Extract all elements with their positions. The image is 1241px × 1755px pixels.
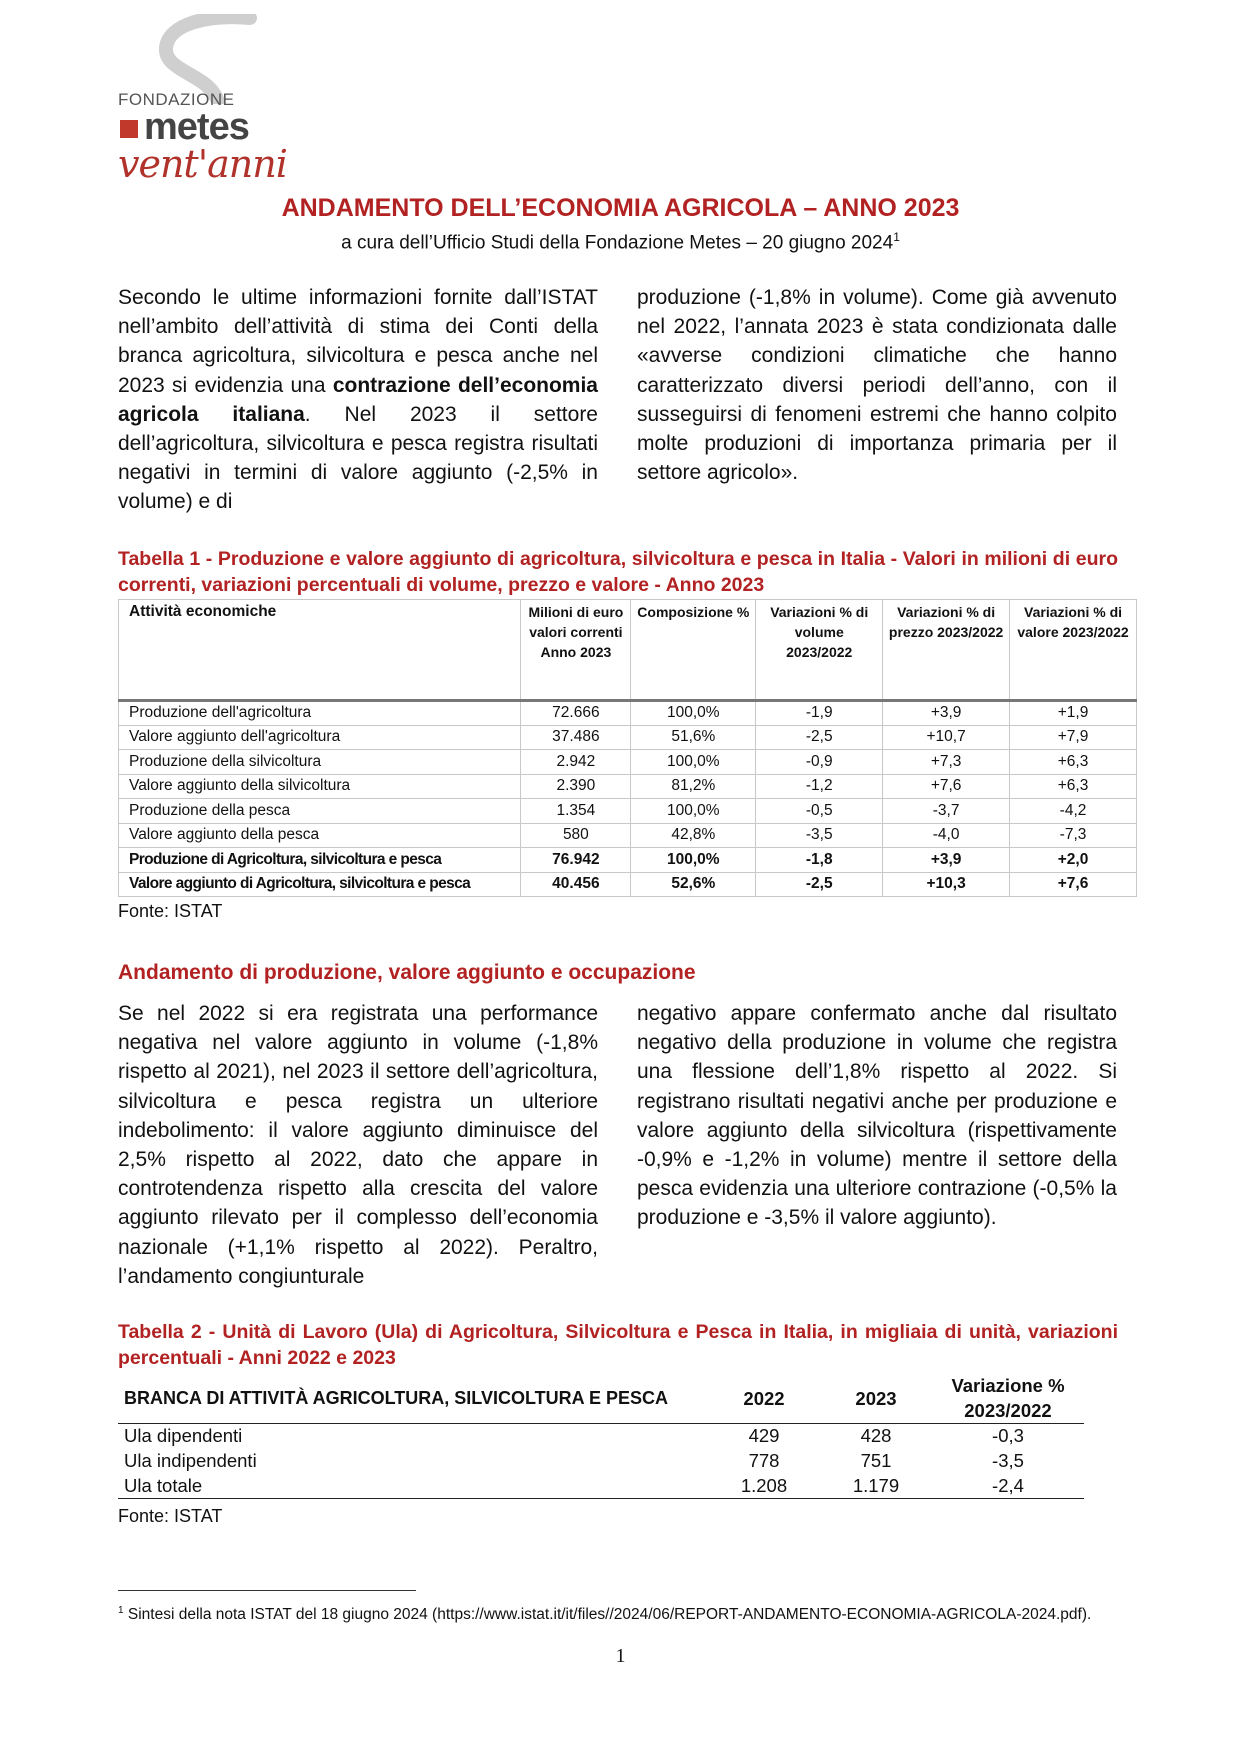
table-cell: -2,5	[756, 872, 883, 897]
table-cell: Produzione dell'agricoltura	[119, 701, 521, 726]
table2-header: 2023	[820, 1373, 932, 1424]
table1-header: Variazioni % di valore 2023/2022	[1010, 600, 1137, 701]
table-cell: -3,5	[992, 1450, 1024, 1471]
table-cell: +3,9	[883, 701, 1010, 726]
table-cell: Valore aggiunto dell'agricoltura	[119, 725, 521, 750]
fondazione-metes-logo	[118, 14, 288, 189]
table-cell: 100,0%	[631, 750, 756, 775]
table2-header: Variazione % 2023/2022	[932, 1373, 1084, 1424]
table-cell: 72.666	[521, 701, 631, 726]
table-cell: Ula totale	[118, 1474, 708, 1499]
intro-left-text: Secondo le ultime informazioni fornite dall’ISTAT nell’ambito dell’attività di stima dei Conti della branca agricoltura, silvicoltura e pesca anche nel 2023 si evidenzia una	[118, 286, 598, 397]
intro-left-column	[118, 283, 598, 517]
table1-source: Fonte: ISTAT	[118, 901, 223, 921]
table-row	[119, 823, 1137, 848]
footnote-ref: 1	[893, 230, 900, 244]
intro-left-after: . Nel 2023 il settore dell’agricoltura, silvicoltura e pesca registra risultati negativi in termini di valore aggiunto (-2,5% in volume) e di	[118, 402, 598, 514]
table-row	[118, 1474, 1084, 1499]
table-cell: -4,2	[1010, 799, 1137, 824]
table-cell: +3,9	[883, 848, 1010, 873]
table2-caption: Tabella 2 - Unità di Lavoro (Ula) di Agricoltura, Silvicoltura e Pesca in Italia, in migliaia di unità, variazioni percentuali - Anni 2022 e 2023	[118, 1321, 1118, 1369]
logo-brand: metes	[144, 106, 249, 148]
table-cell: -3,7	[883, 799, 1010, 824]
table-row	[119, 725, 1137, 750]
table-cell: +7,6	[1010, 872, 1137, 897]
table-cell: +10,7	[883, 725, 1010, 750]
table-cell: 52,6%	[631, 872, 756, 897]
table1-header: Variazioni % di volume 2023/2022	[756, 600, 883, 701]
subtitle-text: a cura dell’Ufficio Studi della Fondazione Metes – 20 giugno 2024	[341, 232, 894, 254]
table-cell: +2,0	[1010, 848, 1137, 873]
logo-script-text: vent'anni	[118, 142, 287, 186]
table-cell: 37.486	[521, 725, 631, 750]
table-cell: +7,3	[883, 750, 1010, 775]
table-cell: Valore aggiunto di Agricoltura, silvicoltura e pesca	[119, 872, 521, 897]
footnote-divider	[118, 1590, 416, 1591]
section-heading: Andamento di produzione, valore aggiunto e occupazione	[118, 961, 696, 984]
table-cell: -7,3	[1010, 823, 1137, 848]
table-row	[118, 1449, 1084, 1474]
table-cell: 751	[860, 1450, 892, 1471]
table-cell: -2,5	[756, 725, 883, 750]
table-row	[119, 774, 1137, 799]
table-row	[119, 872, 1137, 897]
table-cell: -3,5	[756, 823, 883, 848]
table1-caption: Tabella 1 - Produzione e valore aggiunto di agricoltura, silvicoltura e pesca in Italia - Valori in milioni di euro correnti, variazioni percentuali di volume, prezzo e valore - Anno 2023	[118, 548, 1118, 596]
page-number: 1	[615, 1645, 626, 1667]
table-cell: 1.354	[521, 799, 631, 824]
table-cell: +6,3	[1010, 750, 1137, 775]
table-cell: -1,9	[756, 701, 883, 726]
table-cell: Produzione della silvicoltura	[119, 750, 521, 775]
intro-left-bold: contrazione dell’economia agricola italiana	[118, 373, 598, 426]
table-cell: -1,8	[756, 848, 883, 873]
table1	[118, 599, 1137, 897]
table-cell: Valore aggiunto della pesca	[119, 823, 521, 848]
table-cell: -0,5	[756, 799, 883, 824]
table-cell: Valore aggiunto della silvicoltura	[119, 774, 521, 799]
table-cell: -4,0	[883, 823, 1010, 848]
table-cell: -2,4	[932, 1474, 1084, 1499]
table-cell: 429	[748, 1425, 780, 1447]
table1-header-row	[119, 600, 1137, 701]
table1-header: Composizione %	[631, 600, 756, 701]
table-cell: 100,0%	[631, 701, 756, 726]
table-cell: Produzione della pesca	[119, 799, 521, 824]
table-cell: Ula dipendenti	[124, 1425, 243, 1447]
table-cell: 580	[521, 823, 631, 848]
table-row	[119, 848, 1137, 873]
page-title: ANDAMENTO DELL’ECONOMIA AGRICOLA – ANNO 2023	[281, 194, 960, 222]
table-cell: +7,6	[883, 774, 1010, 799]
table-cell: 1.208	[708, 1474, 820, 1499]
table-cell: Ula indipendenti	[124, 1450, 257, 1471]
table2-source: Fonte: ISTAT	[118, 1506, 223, 1526]
logo-square-icon	[120, 120, 138, 138]
table-cell: 2.942	[521, 750, 631, 775]
table-cell: +7,9	[1010, 725, 1137, 750]
table-cell: -1,2	[756, 774, 883, 799]
intro-right-column: produzione (-1,8% in volume). Come già avvenuto nel 2022, l’annata 2023 è stata condizionata dalle «avverse condizioni climatiche che hanno caratterizzato diversi periodi dell’anno, con il susseguirsi di fenomeni estremi che hanno colpito molte produzioni di importanza primaria per il settore agricolo».	[637, 286, 1117, 485]
table2-header: 2022	[708, 1373, 820, 1424]
table-cell: 40.456	[521, 872, 631, 897]
table-cell: 2.390	[521, 774, 631, 799]
table1-header: Variazioni % di prezzo 2023/2022	[883, 600, 1010, 701]
table-cell: 778	[748, 1450, 780, 1471]
table-row	[119, 750, 1137, 775]
table-cell: +10,3	[883, 872, 1010, 897]
table-cell: 100,0%	[631, 848, 756, 873]
table-cell: 51,6%	[631, 725, 756, 750]
table-cell: Produzione di Agricoltura, silvicoltura e pesca	[119, 848, 521, 873]
table1-header: Milioni di euro valori correnti Anno 2023	[521, 600, 631, 701]
body-right-column: negativo appare confermato anche dal risultato negativo della produzione in volume che registra una flessione dell’1,8% rispetto al 2022. Si registrano risultati negativi anche per produzione e valore aggiunto della silvicoltura (rispettivamente -0,9% e -1,2% in volume) mentre il settore della pesca evidenzia una ulteriore contrazione (-0,5% la produzione e -3,5% il valore aggiunto).	[637, 1002, 1117, 1230]
table2-header: BRANCA DI ATTIVITÀ AGRICOLTURA, SILVICOLTURA E PESCA	[118, 1373, 708, 1424]
table-cell: +1,9	[1010, 701, 1137, 726]
table-cell: 76.942	[521, 848, 631, 873]
table-cell: 42,8%	[631, 823, 756, 848]
table-row	[119, 701, 1137, 726]
logo-top-text: FONDAZIONE	[118, 90, 235, 109]
footnote-number: 1	[118, 1605, 124, 1616]
table2	[118, 1373, 1084, 1499]
table-cell: +6,3	[1010, 774, 1137, 799]
table-cell: 1.179	[820, 1474, 932, 1499]
body-left-column: Se nel 2022 si era registrata una performance negativa nel valore aggiunto in volume (-1,8% rispetto al 2021), nel 2023 il settore dell’agricoltura, silvicoltura e pesca registra un ulteriore indebolimento: il valore aggiunto diminuisce del 2,5% rispetto al 2022, dato che appare in controtendenza rispetto alla crescita del valore aggiunto rilevato per il complesso dell’economia nazionale (+1,1% rispetto al 2022). Peraltro, l’andamento congiunturale	[118, 1002, 598, 1288]
table-cell: 428	[860, 1425, 892, 1447]
table-cell: -0,3	[992, 1425, 1024, 1447]
table1-header: Attività economiche	[119, 600, 521, 701]
page-subtitle	[0, 230, 1241, 254]
table-cell: 81,2%	[631, 774, 756, 799]
table-cell: -0,9	[756, 750, 883, 775]
table-row	[119, 799, 1137, 824]
table2-header-row	[118, 1373, 1084, 1424]
table-row	[118, 1424, 1084, 1449]
footnote	[118, 1599, 1116, 1626]
table-cell: 100,0%	[631, 799, 756, 824]
footnote-text: Sintesi della nota ISTAT del 18 giugno 2024 (https://www.istat.it/it/files//2024/06/REPORT-ANDAMENTO-ECONOMIA-AGRICOLA-2024.pdf).	[127, 1606, 1092, 1624]
